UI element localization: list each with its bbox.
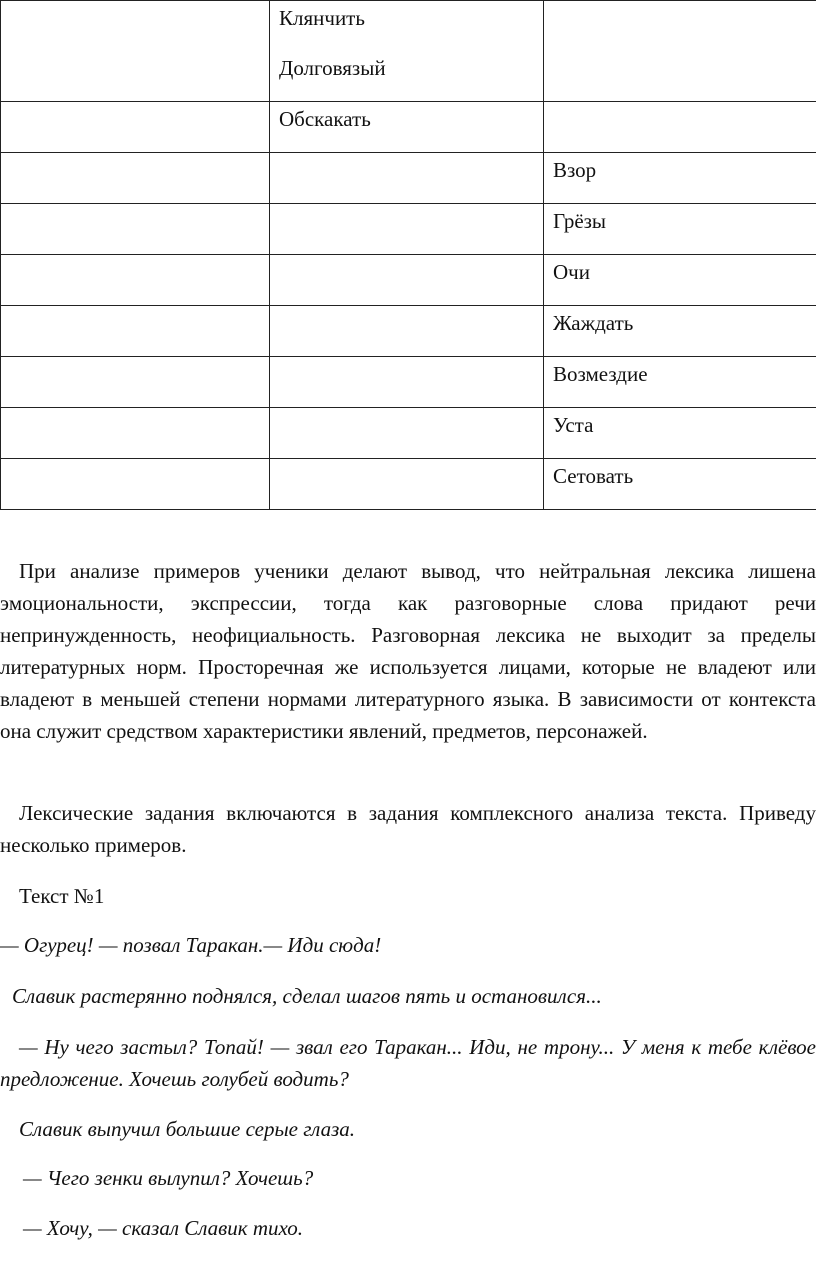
dialogue-line: — Огурец! — позвал Таракан.— Иди сюда! xyxy=(0,933,382,957)
table-cell xyxy=(1,255,270,306)
dialogue-line: — Ну чего застыл? Топай! — звал его Таракан... Иди, не трону... У меня к тебе клёвое предложение. Хочешь голубей водить? xyxy=(0,1035,816,1091)
table-row xyxy=(1,459,816,510)
word-entry: Жаждать xyxy=(553,311,634,335)
table-cell xyxy=(1,153,270,204)
table-row xyxy=(1,1,816,102)
dialogue-line: Славик растерянно поднялся, сделал шагов пять и остановился... xyxy=(12,984,602,1008)
table-row xyxy=(1,153,816,204)
dialogue-line: — Чего зенки вылупил? Хочешь? xyxy=(23,1166,314,1190)
dialogue-line: Славик выпучил большие серые глаза. xyxy=(19,1117,356,1141)
table-cell xyxy=(270,459,544,510)
table-cell xyxy=(270,306,544,357)
word-entry: Уста xyxy=(553,413,594,437)
table-cell xyxy=(544,255,816,306)
table-cell xyxy=(544,306,816,357)
table-cell xyxy=(270,357,544,408)
table-cell xyxy=(1,204,270,255)
table-cell xyxy=(1,408,270,459)
table-row xyxy=(1,255,816,306)
word-entry: Сетовать xyxy=(553,464,634,488)
table-cell xyxy=(544,153,816,204)
table-cell xyxy=(544,408,816,459)
table-row xyxy=(1,204,816,255)
table-cell xyxy=(270,255,544,306)
vocabulary-table xyxy=(0,0,816,510)
table-cell xyxy=(544,357,816,408)
table-cell xyxy=(544,459,816,510)
table-cell xyxy=(544,204,816,255)
text-heading: Текст №1 xyxy=(19,884,105,908)
table-cell xyxy=(1,459,270,510)
word-entry: Возмездие xyxy=(553,362,648,386)
table-row xyxy=(1,408,816,459)
word-entry: Грёзы xyxy=(553,209,607,233)
word-entry: Долговязый xyxy=(279,56,386,80)
tasks-paragraph: Лексические задания включаются в задания комплексного анализа текста. Приведу несколько примеров. xyxy=(0,801,816,857)
table-cell xyxy=(544,1,816,102)
table-cell xyxy=(270,408,544,459)
table-cell xyxy=(1,102,270,153)
table-cell xyxy=(270,102,544,153)
word-entry: Обскакать xyxy=(279,107,371,131)
table-cell xyxy=(1,357,270,408)
table-row xyxy=(1,306,816,357)
dialogue-line: — Хочу, — сказал Славик тихо. xyxy=(23,1216,304,1240)
table-cell xyxy=(1,306,270,357)
table-cell xyxy=(270,153,544,204)
table-cell xyxy=(270,204,544,255)
table-row xyxy=(1,102,816,153)
table-cell xyxy=(544,102,816,153)
word-entry: Взор xyxy=(553,158,597,182)
table-cell xyxy=(270,1,544,102)
analysis-paragraph: При анализе примеров ученики делают вывод, что нейтральная лексика лишена эмоциональности, экспрессии, тогда как разговорные слова придают речи непринужденность, неофициальность. Разговорная лексика не выходит за пределы литературных норм. Просторечная же используется лицами, которые не владеют или владеют в меньшей степени нормами литературного языка. В зависимости от контекста она служит средством характеристики явлений, предметов, персонажей. xyxy=(0,559,816,743)
table-cell xyxy=(1,1,270,102)
table-row xyxy=(1,357,816,408)
word-entry: Очи xyxy=(553,260,590,284)
word-entry: Клянчить xyxy=(279,6,365,30)
